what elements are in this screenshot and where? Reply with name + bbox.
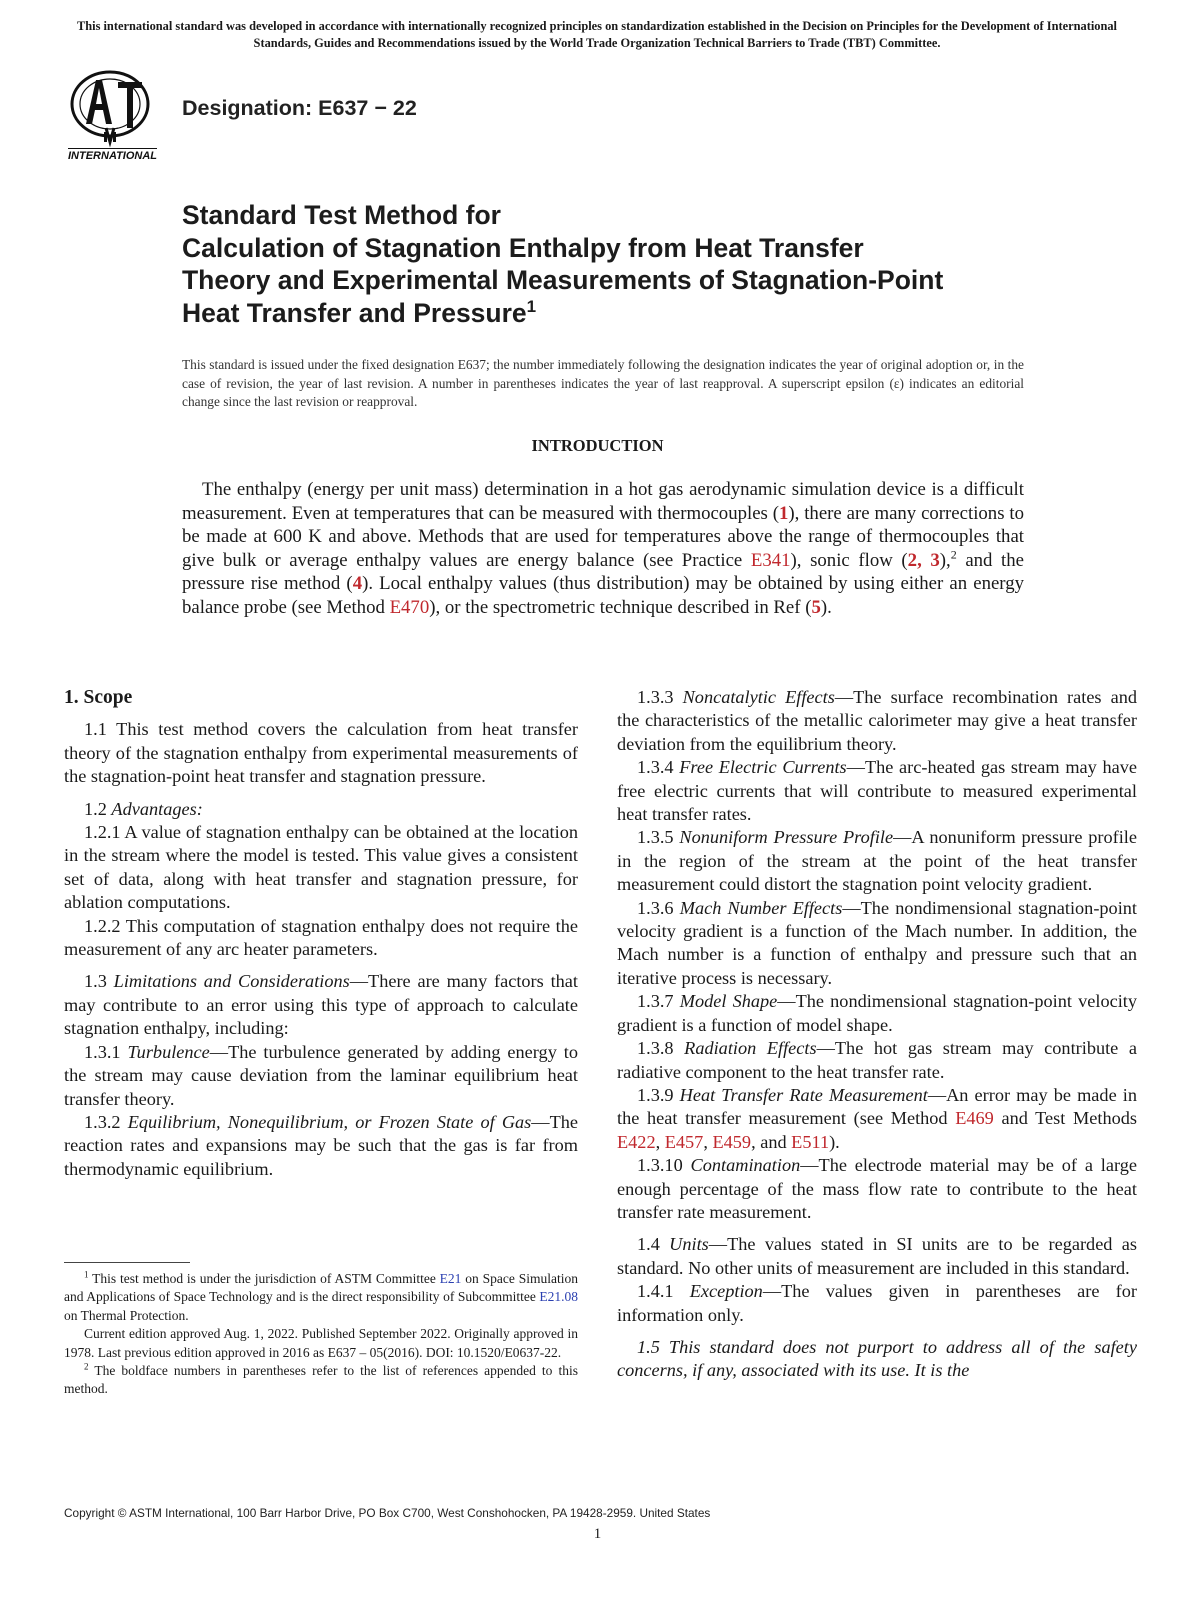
- clause-1-3-5: [617, 826, 1137, 896]
- clause-text: —The nondimensional stagnation-point velocity gradient is a function of model shape.: [617, 991, 1137, 1035]
- ref-link-4[interactable]: 4: [352, 573, 363, 595]
- link-e469[interactable]: E469: [955, 1108, 994, 1129]
- left-column: [64, 686, 578, 1181]
- intro-text: and the pressure rise method (: [182, 549, 1025, 595]
- clause-text: —There are many factors that may contribute to an error using this type of approach to calculate stagnation enthalpy, including:: [64, 971, 578, 1039]
- intro-text: ),: [939, 549, 951, 571]
- clause-1-2-1: 1.2.1 A value of stagnation enthalpy can be obtained at the location in the stream where the model is tested. This value gives a consistent set of data, along with heat transfer and stagnation pressure, for ablation computations.: [64, 822, 578, 913]
- logo-text: INTERNATIONAL: [68, 150, 158, 162]
- clause-title: Limitations and Considerations: [113, 971, 350, 992]
- clause-title: Exception: [689, 1281, 763, 1302]
- ref-link-2-3[interactable]: 2, 3: [907, 549, 940, 571]
- clause-text: —The hot gas stream may contribute a radiative component to the heat transfer rate.: [617, 1038, 1137, 1082]
- introduction-body: [182, 478, 1024, 620]
- document-title: [182, 199, 1082, 329]
- separator: , and: [751, 1131, 792, 1152]
- designation: Designation: E637 − 22: [182, 96, 417, 120]
- clause-number: 1.3.8: [637, 1038, 685, 1059]
- introduction-paragraph: [182, 478, 1024, 620]
- clause-text: —The turbulence generated by adding energy to the stream may cause deviation from the laminar equilibrium heat transfer theory.: [64, 1041, 578, 1109]
- link-e457[interactable]: E457: [664, 1131, 704, 1152]
- link-subcommittee-e21-08[interactable]: E21.08: [539, 1289, 578, 1305]
- clause-text: and Test Methods: [993, 1108, 1137, 1129]
- clause-number: 1.3.4: [637, 757, 680, 778]
- footnote-text: This test method is under the jurisdiction of ASTM Committee: [88, 1271, 440, 1286]
- link-e470[interactable]: E470: [389, 596, 430, 618]
- clause-text: —The nondimensional stagnation-point velocity gradient is a function of the Mach number. In addition, the Mach number is a function of enthalpy and pressure such that an iterative process is necessary.: [617, 897, 1137, 988]
- footnote-edition: Current edition approved Aug. 1, 2022. Published September 2022. Originally approved in 1978. Last previous edition approved in 2016 as E637 – 05(2016). DOI: 10.1520/E0637-22.: [64, 1326, 578, 1360]
- clause-title: Units: [669, 1234, 709, 1255]
- separator: ,: [703, 1131, 713, 1152]
- footnote-2: [64, 1362, 578, 1399]
- clause-text: 1.5 This standard does not purport to address all of the safety concerns, if any, associated with its use. It is the: [617, 1336, 1137, 1381]
- clause-1-3-3: [617, 686, 1137, 756]
- footnote-divider: [64, 1262, 190, 1263]
- clause-title: Noncatalytic Effects: [682, 687, 835, 707]
- title-line-4: [182, 297, 1082, 330]
- footnote-text: on Space Simulation and Applications of Space Technology and is the direct responsibility of Subcommittee: [64, 1271, 578, 1305]
- clause-text: —The values stated in SI units are to be regarded as standard. No other units of measurement are included in this standard.: [617, 1234, 1137, 1278]
- clause-1-3-9: [617, 1084, 1137, 1154]
- footnote-text: on Thermal Protection.: [64, 1307, 189, 1323]
- link-e341[interactable]: E341: [750, 549, 791, 571]
- separator: ,: [655, 1131, 665, 1152]
- clause-1-3-8: [617, 1037, 1137, 1084]
- clause-text: ).: [829, 1131, 840, 1152]
- intro-text: ), or the spectrometric technique described in Ref (: [429, 596, 812, 618]
- clause-number: 1.3: [84, 971, 114, 992]
- clause-text: —The electrode material may be of a large enough percentage of the mass flow rate to contribute to the heat transfer rate measurement.: [617, 1155, 1137, 1222]
- wto-note: This international standard was developed in accordance with internationally recognized principles on standardization established in the Decision on Principles for the Development of International Standards, Guides and Recommendations issued by the World Trade Organization Technical Barriers to Trade (TBT) Committee.: [76, 19, 1118, 50]
- title-line-1: Standard Test Method for: [182, 200, 501, 230]
- issued-note: This standard is issued under the fixed designation E637; the number immediately following the designation indicates the year of original adoption or, in the case of revision, the year of last revision. A number in parentheses indicates the year of last reapproval. A superscript epsilon (ε) indicates an editorial change since the last revision or reapproval.: [182, 357, 1024, 409]
- footnotes: [64, 1270, 578, 1399]
- copyright-notice: Copyright © ASTM International, 100 Barr Harbor Drive, PO Box C700, West Conshohocken, PA 19428-2959. United States: [64, 1506, 711, 1520]
- intro-text: ).: [820, 596, 832, 618]
- clause-text: —An error may be made in the heat transfer measurement (see Method: [617, 1084, 1137, 1129]
- link-e422[interactable]: E422: [617, 1131, 656, 1152]
- clause-1-1: 1.1 This test method covers the calculation from heat transfer theory of the stagnation enthalpy from experimental measurements of the stagnation-point heat transfer and stagnation pressure.: [64, 719, 578, 787]
- clause-text: —A nonuniform pressure profile in the region of the stream at the point of the heat transfer measurement could distort the stagnation point velocity gradient.: [617, 827, 1137, 895]
- clause-1-2-2: 1.2.2 This computation of stagnation enthalpy does not require the measurement of any arc heater parameters.: [64, 915, 578, 960]
- footnote-mark-2[interactable]: 2: [950, 547, 957, 562]
- clause-1-3-6: [617, 897, 1137, 991]
- clause-1-3-2: [64, 1111, 578, 1181]
- clause-number: 1.3.1: [84, 1041, 128, 1062]
- right-column: [617, 686, 1137, 1383]
- clause-1-3: [64, 970, 578, 1040]
- clause-1-2: [64, 798, 578, 821]
- clause-number: 1.3.6: [637, 897, 680, 918]
- title-line-2: Calculation of Stagnation Enthalpy from Heat Transfer: [182, 232, 864, 263]
- clause-title: Radiation Effects: [684, 1038, 817, 1059]
- footnote-1: [64, 1270, 578, 1325]
- clause-text: —The surface recombination rates and the characteristics of the metallic calorimeter may give a heat transfer deviation from the equilibrium theory.: [617, 687, 1137, 754]
- link-committee-e21[interactable]: E21: [439, 1271, 462, 1286]
- clause-title: Advantages:: [111, 798, 203, 819]
- clause-1-4: [617, 1233, 1137, 1280]
- clause-title: Heat Transfer Rate Measurement: [679, 1084, 928, 1105]
- clause-1-3-1: [64, 1041, 578, 1111]
- clause-number: 1.2: [84, 798, 112, 819]
- clause-number: 1.3.7: [637, 991, 680, 1012]
- clause-1-3-4: [617, 756, 1137, 826]
- clause-title: Equilibrium, Nonequilibrium, or Frozen State of Gas: [127, 1111, 532, 1132]
- intro-text: ), sonic flow (: [790, 549, 908, 571]
- intro-text: ), there are many corrections to be made at 600 K and above. Methods that are used for temperatures above the range of thermocouples that give bulk or average enthalpy values are energy balance (see Practice: [182, 502, 1025, 571]
- link-e511[interactable]: E511: [791, 1131, 830, 1152]
- clause-number: 1.3.3: [637, 687, 683, 707]
- clause-title: Turbulence: [127, 1041, 210, 1062]
- clause-number: 1.4.1: [637, 1281, 690, 1302]
- link-e459[interactable]: E459: [712, 1131, 752, 1152]
- clause-title: Nonuniform Pressure Profile: [679, 827, 894, 848]
- clause-number: 1.3.9: [637, 1084, 680, 1105]
- clause-number: 1.3.2: [84, 1111, 128, 1132]
- clause-title: Model Shape: [679, 991, 778, 1012]
- page-number: 1: [593, 1526, 602, 1542]
- intro-text: The enthalpy (energy per unit mass) determination in a hot gas aerodynamic simulation device is a difficult measurement. Even at temperatures that can be measured with thermocouples (: [182, 479, 1024, 524]
- clause-1-3-7: [617, 990, 1137, 1037]
- clause-text: —The values given in parentheses are for information only.: [617, 1281, 1137, 1325]
- title-line-4-text: Heat Transfer and Pressure: [182, 297, 527, 328]
- clause-title: Free Electric Currents: [679, 757, 847, 778]
- clause-1-4-1: [617, 1280, 1137, 1327]
- astm-logo: [62, 68, 170, 166]
- footnote-mark: 1: [84, 1269, 89, 1280]
- clause-1-5: [617, 1336, 1137, 1383]
- introduction-heading: INTRODUCTION: [531, 436, 664, 455]
- title-footnote-mark[interactable]: 1: [526, 296, 537, 316]
- clause-title: Contamination: [690, 1155, 801, 1176]
- section-heading-scope: 1. Scope: [64, 687, 133, 708]
- clause-number: 1.3.5: [637, 827, 680, 848]
- clause-1-3-10: [617, 1154, 1137, 1224]
- intro-text: ). Local enthalpy values (thus distribution) may be obtained by using either an energy balance probe (see Method: [182, 573, 1024, 618]
- clause-number: 1.3.10: [637, 1155, 691, 1176]
- clause-text: —The arc-heated gas stream may have free electric currents that will contribute to measured experimental heat transfer rates.: [617, 757, 1137, 825]
- ref-link-5[interactable]: 5: [811, 596, 821, 618]
- title-line-3: Theory and Experimental Measurements of Stagnation-Point: [182, 265, 944, 295]
- footnote-mark: 2: [84, 1361, 89, 1372]
- footnote-text: The boldface numbers in parentheses refer to the list of references appended to this method.: [64, 1363, 578, 1397]
- clause-text: —The reaction rates and expansions may be such that the gas is far from thermodynamic equilibrium.: [64, 1111, 578, 1179]
- clause-title: Mach Number Effects: [679, 897, 843, 918]
- clause-number: 1.4: [637, 1234, 670, 1255]
- ref-link-1[interactable]: 1: [778, 502, 789, 524]
